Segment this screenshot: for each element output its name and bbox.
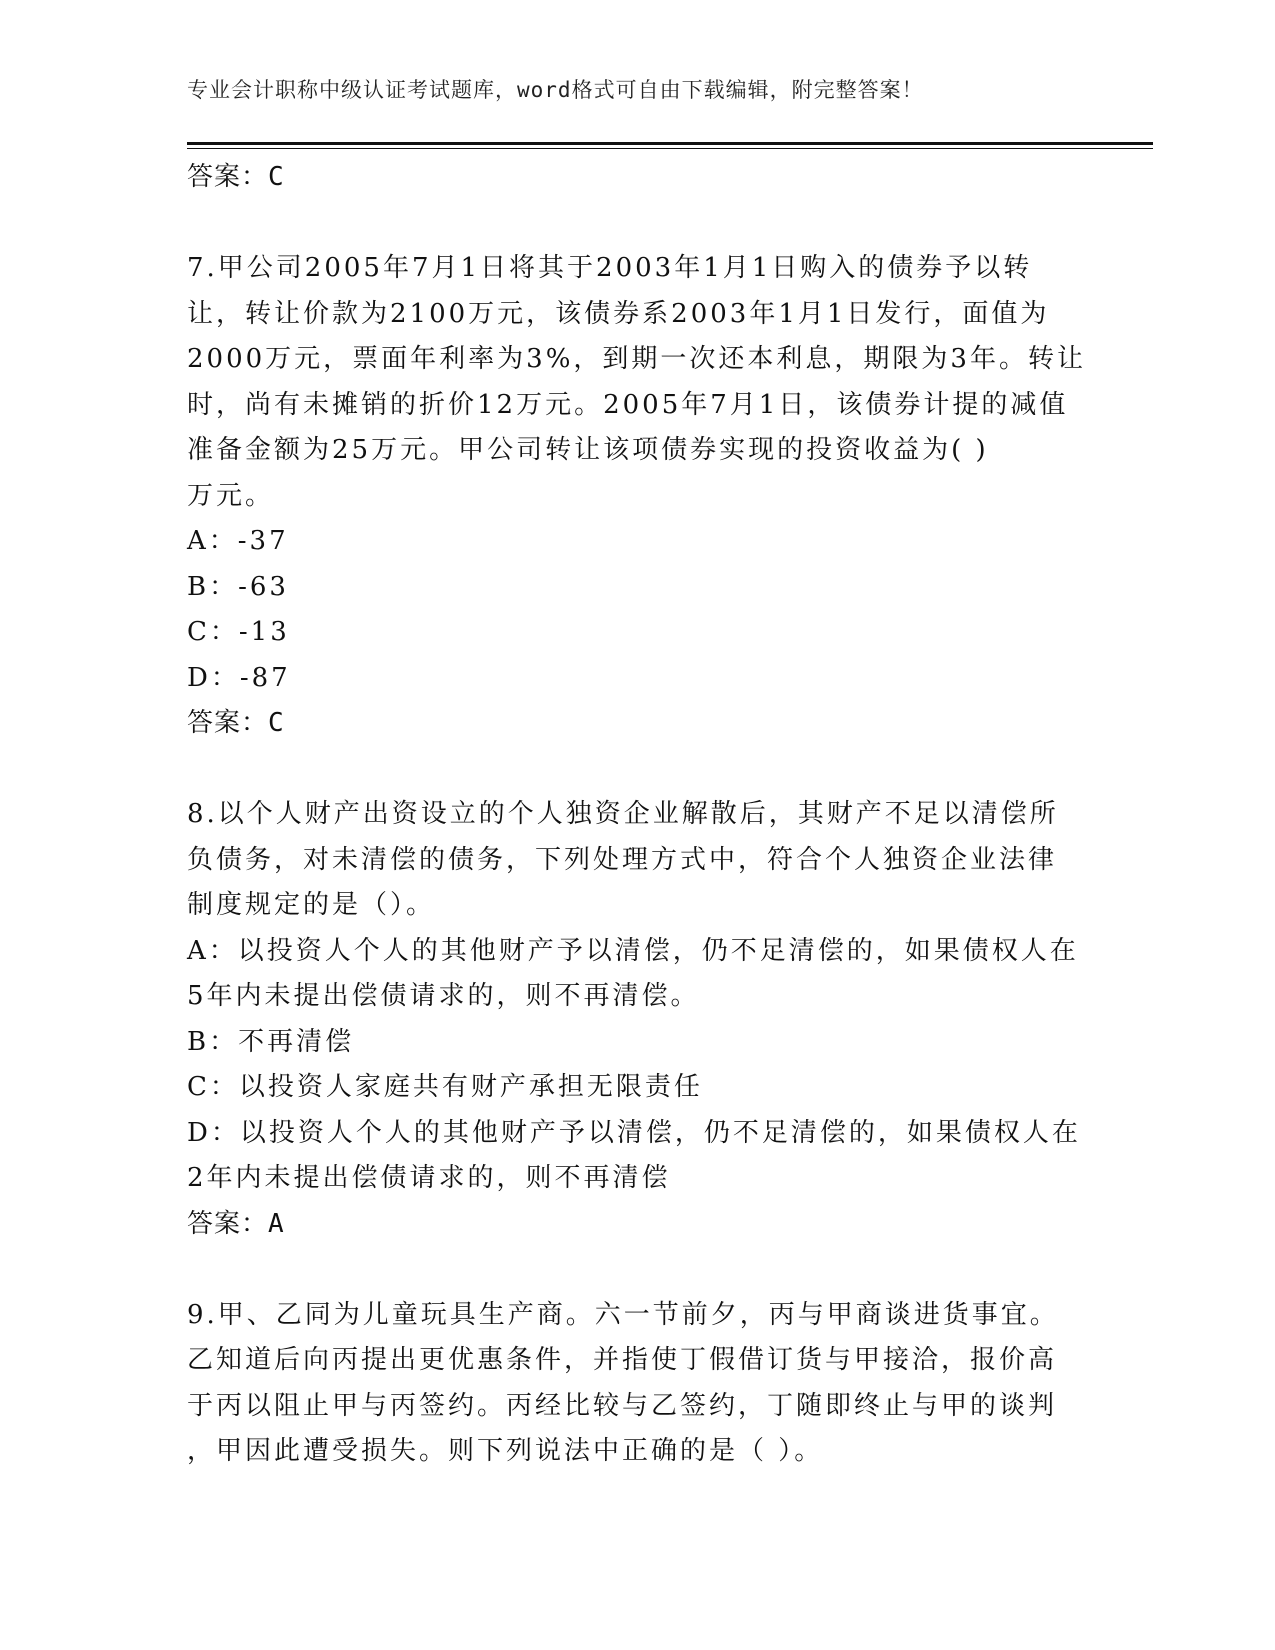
question-text-line: 8.以个人财产出资设立的个人独资企业解散后，其财产不足以清偿所 (187, 799, 1059, 829)
option-b: B：-63 (187, 571, 289, 602)
question-text-line: 让，转让价款为2100万元，该债券系2003年1月1日发行，面值为 (187, 298, 1050, 329)
question-text-line: 负债务，对未清偿的债务，下列处理方式中，符合个人独资企业法律 (187, 844, 1058, 875)
question-text-line: 制度规定的是（）。 (187, 890, 436, 920)
option-d: D：以投资人个人的其他财产予以清偿，仍不足清偿的，如果债权人在 (187, 1117, 1081, 1148)
spacer (187, 201, 1087, 247)
question-text-line: 于丙以阻止甲与丙签约。丙经比较与乙签约，丁随即终止与甲的谈判 (187, 1390, 1058, 1421)
header-rule-thin (187, 148, 1153, 149)
spacer (187, 747, 1087, 793)
answer-line: 答案：C (187, 708, 285, 738)
question-text-line: 乙知道后向丙提出更优惠条件，并指使丁假借订货与甲接洽，报价高 (187, 1345, 1058, 1375)
option-c: C：-13 (187, 617, 290, 647)
header-rule-thick (187, 142, 1153, 145)
option-a-continued: 5年内未提出偿债请求的，则不再清偿。 (187, 981, 700, 1011)
option-d-continued: 2年内未提出偿债请求的，则不再清偿 (187, 1163, 671, 1193)
page-header: 专业会计职称中级认证考试题库，word格式可自由下载编辑，附完整答案！ (187, 78, 924, 102)
option-a: A：-37 (187, 526, 289, 556)
option-c: C：以投资人家庭共有财产承担无限责任 (187, 1072, 703, 1102)
option-a: A：以投资人个人的其他财产予以清偿，仍不足清偿的，如果债权人在 (187, 935, 1079, 966)
question-8 (187, 792, 1087, 1247)
spacer (187, 1247, 1087, 1293)
answer-line: 答案：A (187, 1208, 285, 1239)
question-text-line: 万元。 (187, 480, 275, 511)
question-text-line: 9.甲、乙同为儿童玩具生产商。六一节前夕，丙与甲商谈进货事宜。 (187, 1299, 1059, 1330)
question-7 (187, 246, 1087, 747)
answer-line: 答案：C (187, 162, 285, 192)
question-text-line: 7.甲公司2005年7月1日将其于2003年1月1日购入的债券予以转 (187, 253, 1033, 283)
question-text-line: ，甲因此遭受损失。则下列说法中正确的是（ ）。 (187, 1436, 824, 1466)
question-9 (187, 1293, 1087, 1475)
question-text-line: 2000万元，票面年利率为3%，到期一次还本利息，期限为3年。转让 (187, 344, 1086, 374)
question-text-line: 准备金额为25万元。甲公司转让该项债券实现的投资收益为( ) (187, 435, 989, 465)
document-body (187, 155, 1087, 1475)
option-d: D：-87 (187, 662, 291, 693)
question-text-line: 时，尚有未摊销的折价12万元。2005年7月1日，该债券计提的减值 (187, 389, 1069, 420)
option-b: B：不再清偿 (187, 1026, 355, 1057)
